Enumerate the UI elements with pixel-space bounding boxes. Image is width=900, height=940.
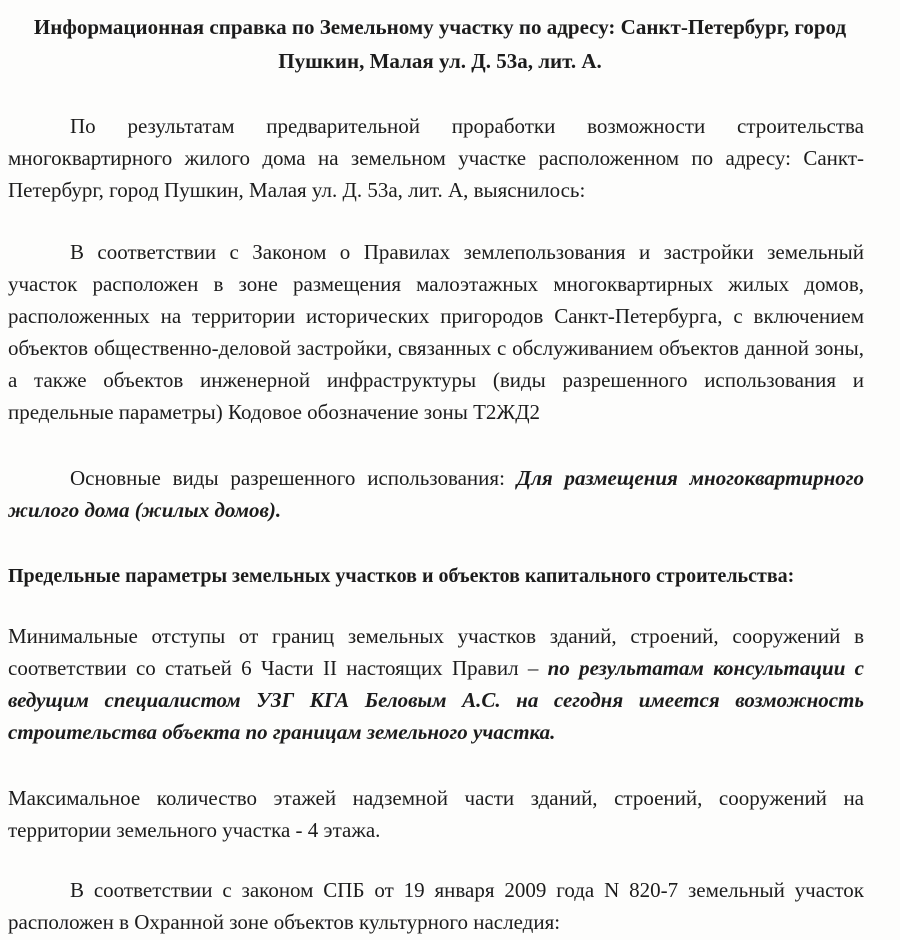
document-title: Информационная справка по Земельному участку по адресу: Санкт-Петербург, город Пушкин, Малая ул. Д. 53а, лит. А.	[33, 15, 847, 73]
paragraph-setbacks	[8, 620, 864, 748]
paragraph-max-floors: Максимальное количество этажей надземной части зданий, строений, сооружений на территории земельного участка - 4 этажа.	[8, 786, 864, 842]
setbacks-lead: Минимальные отступы от границ земельных участков зданий, строений, сооружений в соответствии со статьей 6 Части II настоящих Правил –	[8, 624, 864, 680]
paragraph-intro: По результатам предварительной проработки возможности строительства многоквартирного жилого дома на земельном участке расположенном по адресу: Санкт-Петербург, город Пушкин, Малая ул. Д. 53а, лит. А, выяснилось:	[8, 114, 864, 202]
setbacks-emphasis: по результатам консультации с ведущим специалистом УЗГ КГА Беловым А.С. на сегодня имеется возможность строительства объекта по границам земельного участка.	[8, 656, 864, 744]
permitted-use-lead: Основные виды разрешенного использования:	[70, 466, 517, 490]
paragraph-zoning: В соответствии с Законом о Правилах землепользования и застройки земельный участок расположен в зоне размещения малоэтажных многоквартирных жилых домов, расположенных на территории исторических пригородов Санкт-Петербурга, с включением объектов общественно-деловой застройки, связанных с обслуживанием объектов данной зоны, а также объектов инженерной инфраструктуры (виды разрешенного использования и предельные параметры) Кодовое обозначение зоны Т2ЖД2	[8, 240, 864, 424]
heading-limit-parameters: Предельные параметры земельных участков и объектов капитального строительства:	[8, 565, 795, 587]
paragraph-heritage-zone: В соответствии с законом СПБ от 19 января 2009 года N 820-7 земельный участок расположен в Охранной зоне объектов культурного наследия:	[8, 878, 864, 934]
paragraph-permitted-use	[8, 462, 864, 526]
permitted-use-emphasis: Для размещения многоквартирного жилого дома (жилых домов).	[8, 466, 864, 522]
